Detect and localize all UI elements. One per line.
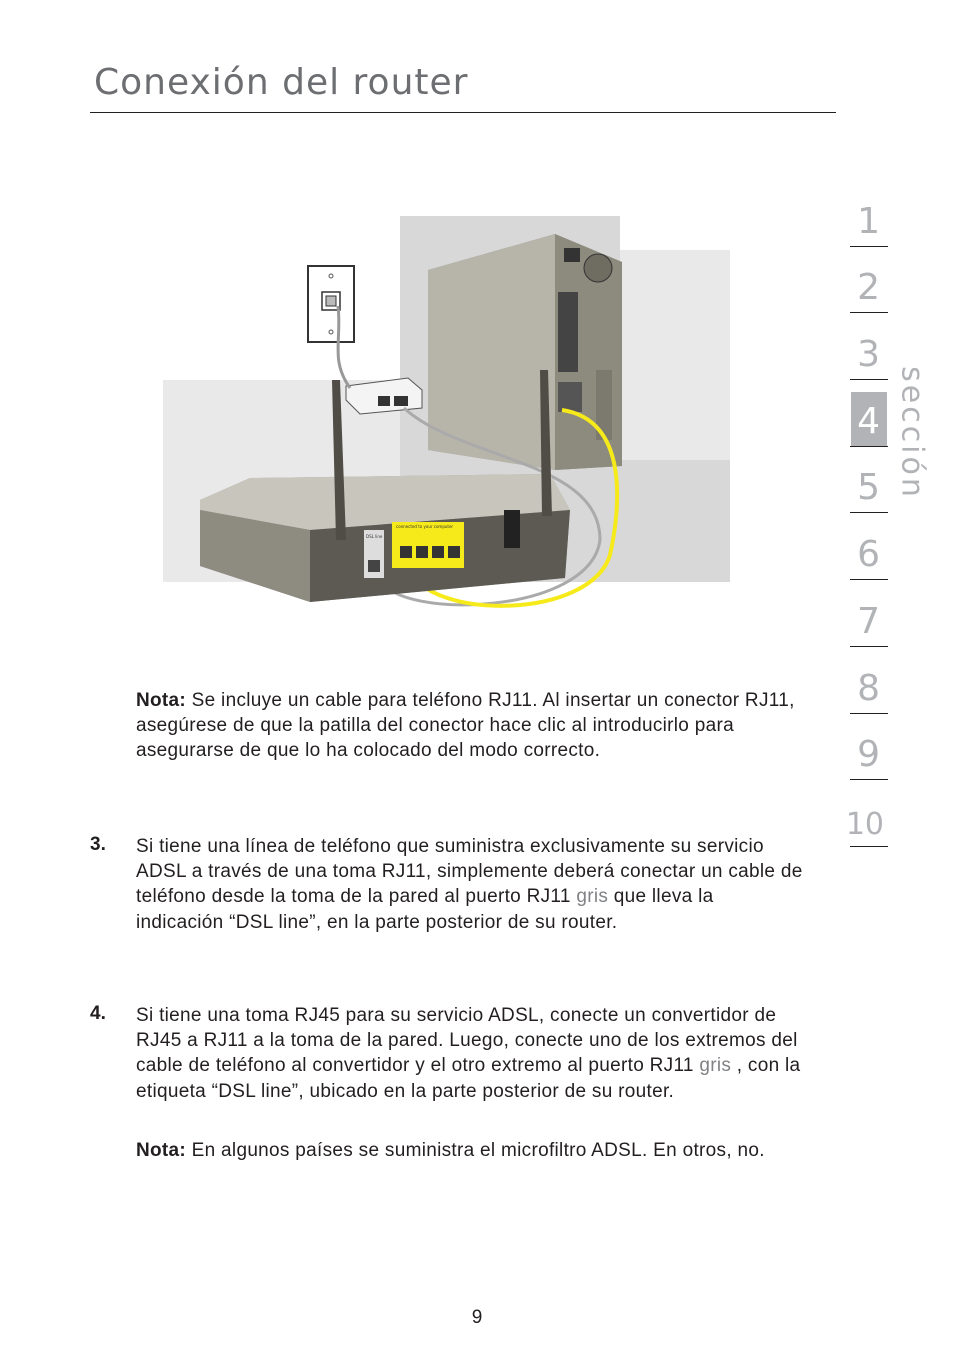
section-number: 8 (857, 667, 880, 709)
step-4-text-before: Si tiene una toma RJ45 para su servicio ADSL, conecte un convertidor de RJ45 a RJ11 a la toma de la pared. Luego, conecte uno de los extremos del cable de teléfono al convertidor y el otro extremo al puerto RJ11 (136, 1005, 798, 1077)
step-3-text-before: Si tiene una línea de teléfono que suministra exclusivamente su servicio ADSL a través de una toma RJ11, simplemente deberá conectar un cable de teléfono desde la toma de la pared al puerto RJ11 (136, 836, 803, 908)
step-3-color-word: gris (576, 886, 609, 908)
section-item-10[interactable] (845, 780, 888, 847)
step-3-text-after: que lleva la indicación “DSL line”, en la parte posterior de su router. (136, 886, 714, 933)
section-item-6[interactable] (850, 513, 888, 580)
section-number: 9 (857, 734, 880, 776)
section-nav (845, 180, 888, 847)
section-item-3[interactable] (850, 313, 888, 380)
section-item-8[interactable] (850, 647, 888, 714)
step-4-color-word: gris (699, 1055, 732, 1077)
note-paragraph (136, 688, 806, 764)
section-item-9[interactable] (850, 714, 888, 781)
section-number: 5 (857, 467, 880, 509)
section-item-1[interactable] (850, 180, 888, 247)
section-number: 10 (845, 806, 884, 842)
computer-tower (428, 234, 622, 470)
step-number: 3. (90, 834, 106, 855)
section-item-2[interactable] (850, 247, 888, 314)
note-text: En algunos países se suministra el microfiltro ADSL. En otros, no. (186, 1140, 765, 1161)
section-number: 1 (857, 200, 880, 242)
note-text: Se incluye un cable para teléfono RJ11. Al insertar un conector RJ11, asegúrese de que la patilla del conector hace clic al introducirlo para asegurarse de que lo ha colocado del modo correcto. (136, 690, 795, 762)
note-label: Nota: (136, 1140, 187, 1161)
step-3-paragraph (136, 834, 806, 935)
section-label (895, 368, 929, 498)
section-number: 7 (857, 600, 880, 642)
section-item-5[interactable] (850, 447, 888, 514)
section-number: 3 (857, 334, 880, 376)
svg-text:connected to your computer: connected to your computer (396, 524, 454, 529)
title-rule (90, 112, 836, 113)
section-item-7[interactable] (850, 580, 888, 647)
wall-jack (308, 266, 354, 342)
step-number: 4. (90, 1003, 106, 1024)
note-label: Nota: (136, 690, 187, 711)
step-4-paragraph (136, 1003, 806, 1104)
page-number: 9 (471, 1307, 483, 1328)
section-item-4[interactable] (850, 380, 888, 447)
section-number: 4 (857, 400, 880, 442)
svg-text:DSL line: DSL line (366, 534, 383, 539)
section-label-text: sección (894, 366, 930, 500)
section-number: 6 (857, 534, 880, 576)
note-paragraph-2 (136, 1138, 806, 1163)
page-title: Conexión del router (94, 62, 469, 103)
section-number: 2 (857, 267, 880, 309)
router-connection-illustration (160, 210, 740, 640)
step-4-text-after: , con la etiqueta “DSL line”, ubicado en la parte posterior de su router. (136, 1055, 801, 1102)
